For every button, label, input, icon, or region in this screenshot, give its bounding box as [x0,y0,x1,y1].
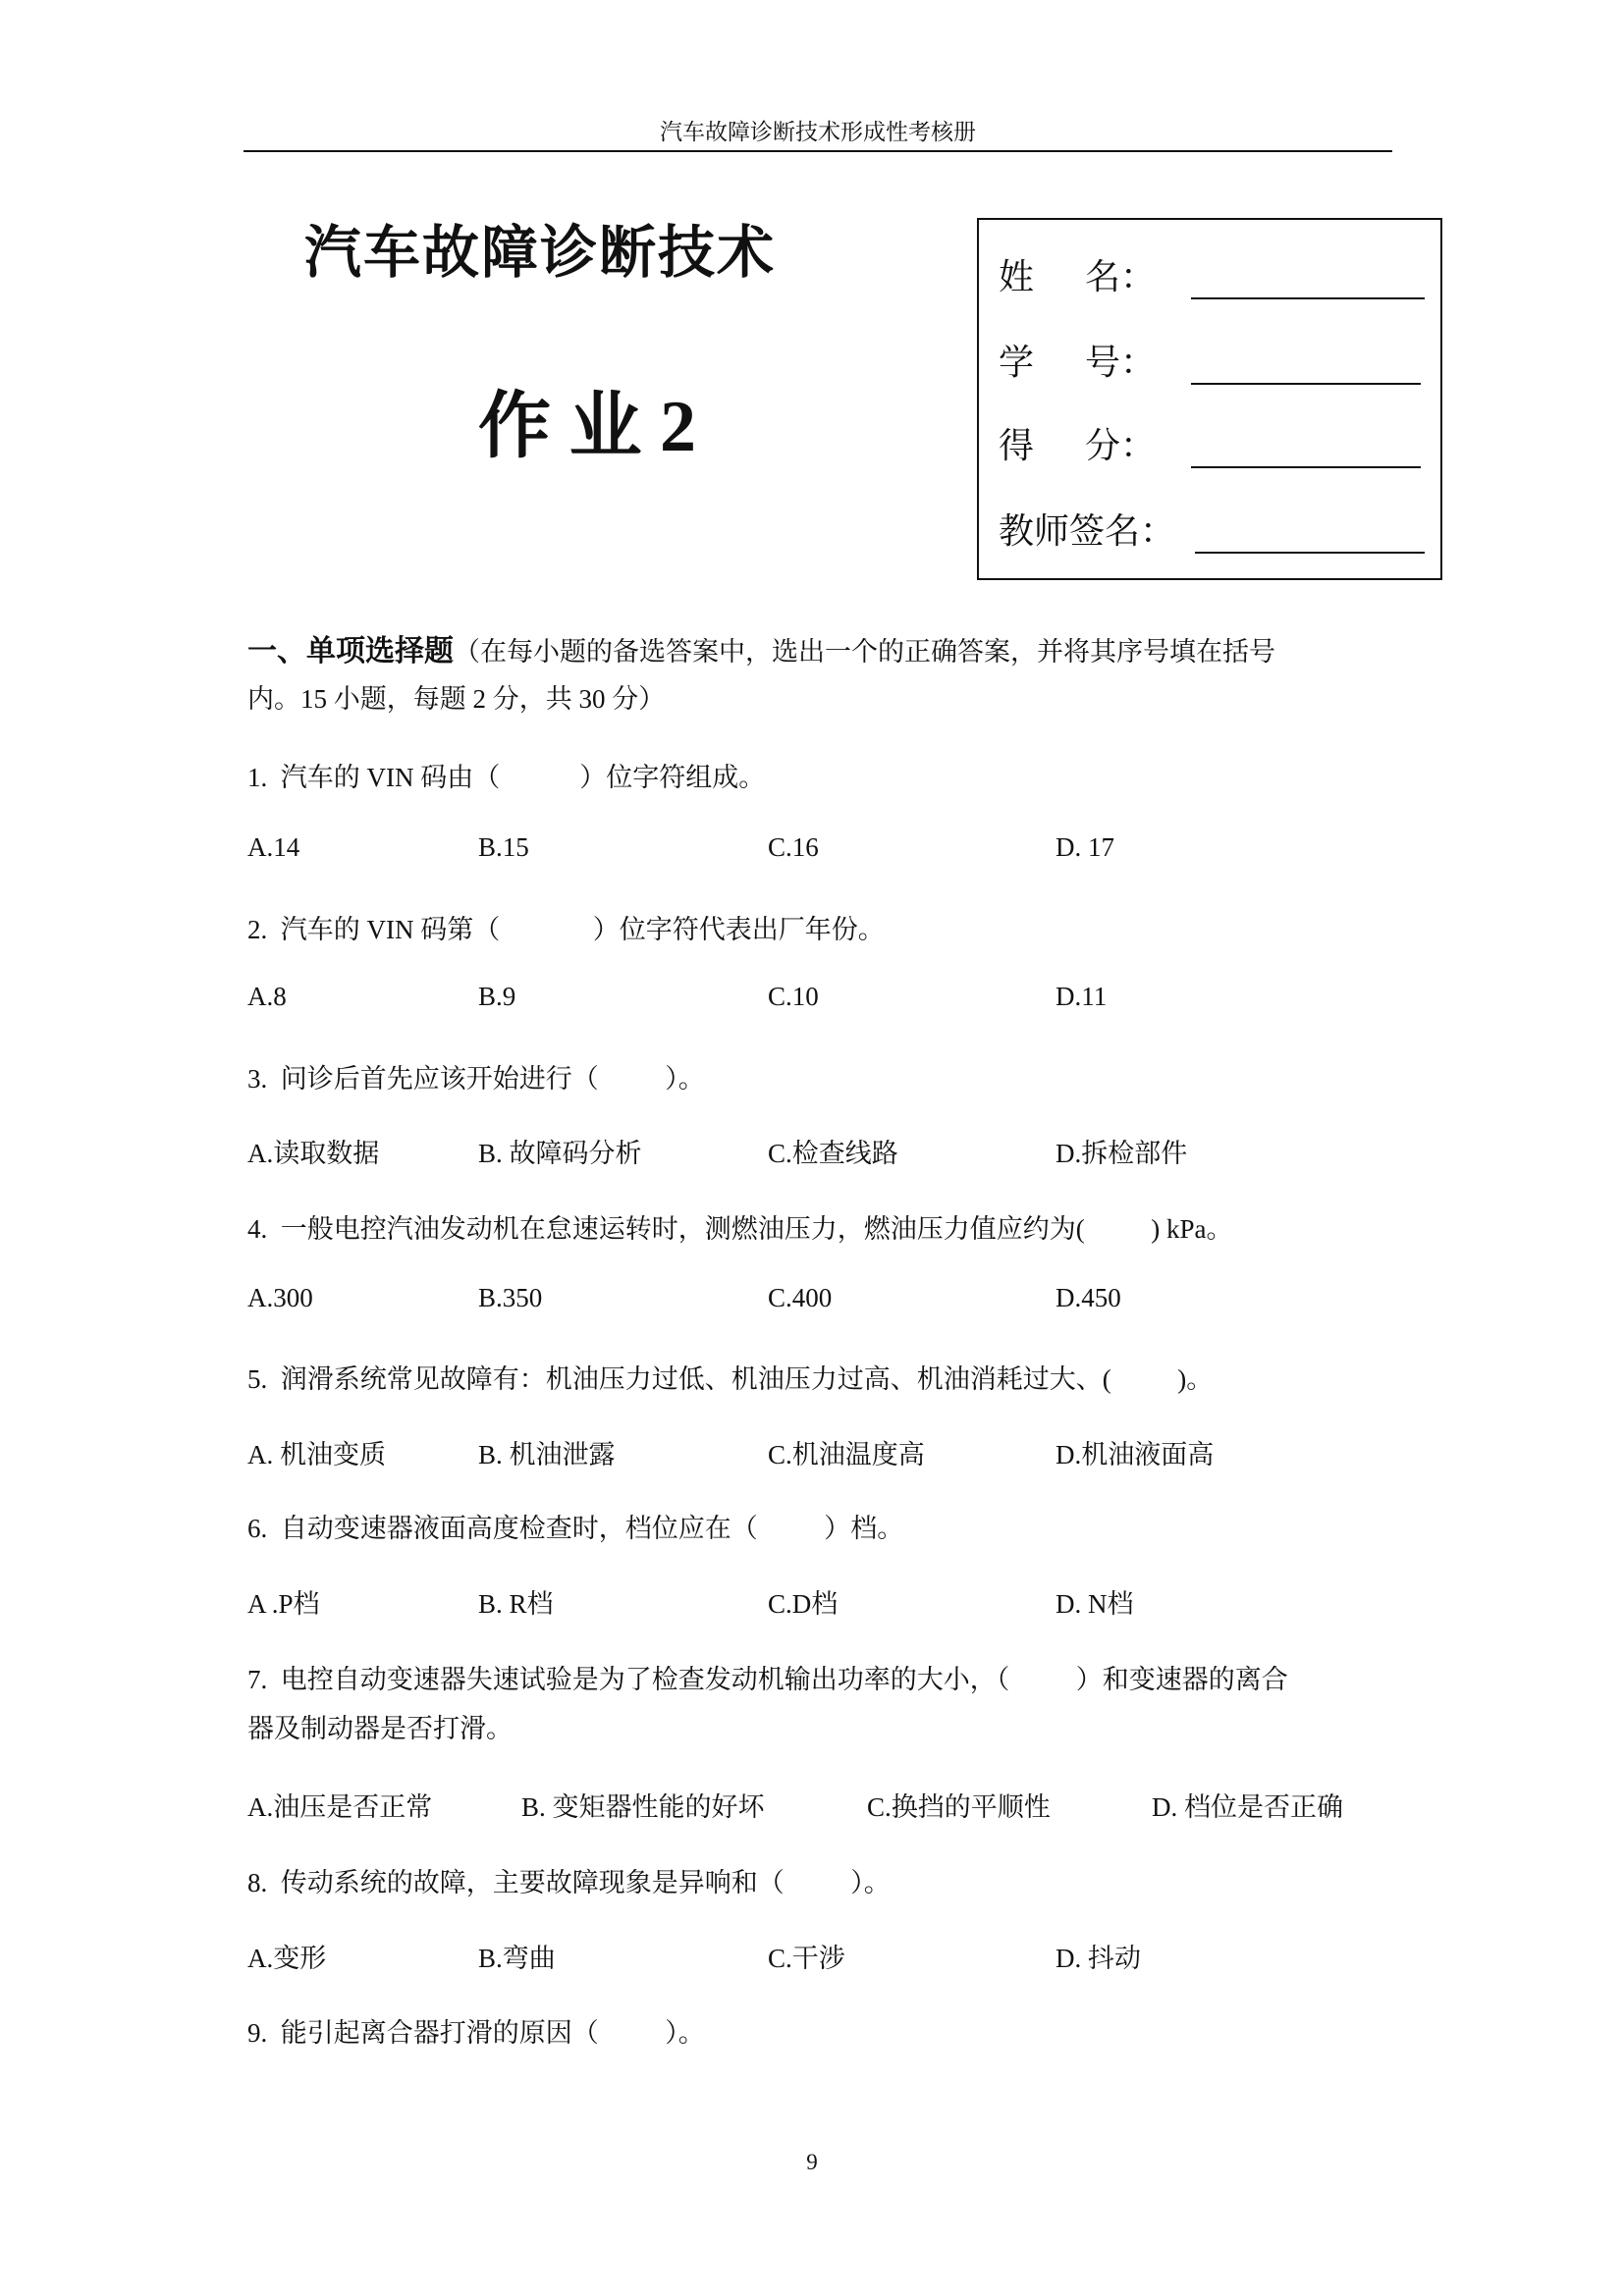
question-5-option-c: C.机油温度高 [768,1440,925,1469]
teacher-signature-label: 教师签名： [999,511,1176,551]
question-7-option-d: D. 档位是否正确 [1152,1792,1343,1822]
student-id-label: 学 [999,343,1035,382]
question-7-option-a: A.油压是否正常 [247,1792,433,1822]
question-3-option-b: B. 故障码分析 [478,1139,642,1168]
question-6-option-b: B. R档 [478,1589,554,1619]
student-info-box [977,218,1442,580]
student-id-label-2: 号： [1084,343,1156,382]
question-2-option-d: D.11 [1056,982,1108,1011]
question-5-option-a: A. 机油变质 [247,1440,386,1469]
question-9: 9. 能引起离合器打滑的原因（ ）。 [247,2018,705,2048]
name-label-2: 名： [1084,257,1156,296]
document-title: 汽车故障诊断技术 [304,221,777,285]
student-id-input-line[interactable] [1191,353,1421,385]
question-1-option-a: A.14 [247,832,300,862]
name-label: 姓 [999,257,1035,296]
name-input-line[interactable] [1191,268,1425,299]
question-1-option-d: D. 17 [1056,832,1114,862]
question-6: 6. 自动变速器液面高度检查时，档位应在（ ）档。 [247,1514,904,1543]
question-8-option-a: A.变形 [247,1944,327,1973]
question-3-option-c: C.检查线路 [768,1139,898,1168]
score-input-line[interactable] [1191,437,1421,468]
question-4-option-a: A.300 [247,1283,313,1312]
section-instructions-2: 内。15 小题，每题 2 分，共 30 分） [247,684,666,714]
question-2: 2. 汽车的 VIN 码第（ ）位字符代表出厂年份。 [247,915,885,944]
question-1-option-c: C.16 [768,832,819,862]
running-header: 汽车故障诊断技术形成性考核册 [660,120,976,144]
question-4: 4. 一般电控汽油发动机在怠速运转时，测燃油压力，燃油压力值应约为( ) kPa。 [247,1214,1233,1244]
question-1: 1. 汽车的 VIN 码由（ ）位字符组成。 [247,763,766,792]
question-4-option-c: C.400 [768,1283,833,1312]
question-3: 3. 问诊后首先应该开始进行（ ）。 [247,1064,705,1094]
question-5: 5. 润滑系统常见故障有：机油压力过低、机油压力过高、机油消耗过大、( )。 [247,1364,1214,1394]
question-5-option-b: B. 机油泄露 [478,1440,616,1469]
question-8: 8. 传动系统的故障，主要故障现象是异响和（ ）。 [247,1868,891,1897]
question-4-option-b: B.350 [478,1283,543,1312]
question-8-option-d: D. 抖动 [1056,1944,1141,1973]
question-8-option-b: B.弯曲 [478,1944,556,1973]
question-8-option-c: C.干涉 [768,1944,845,1973]
question-6-option-d: D. N档 [1056,1589,1134,1619]
question-7: 7. 电控自动变速器失速试验是为了检查发动机输出功率的大小，（ ）和变速器的离合 [247,1665,1288,1694]
teacher-signature-input-line[interactable] [1195,522,1425,554]
page-number: 9 [806,2150,818,2174]
section-instructions: （在每小题的备选答案中，选出一个的正确答案，并将其序号填在括号 [454,637,1275,667]
question-6-option-a: A .P档 [247,1589,320,1619]
question-7-continued: 器及制动器是否打滑。 [247,1714,513,1743]
question-7-option-b: B. 变矩器性能的好坏 [521,1792,765,1822]
teacher-signature-field[interactable] [999,504,1425,554]
assignment-title: 作 业 2 [478,387,696,467]
question-2-option-a: A.8 [247,982,287,1011]
question-6-option-c: C.D档 [768,1589,839,1619]
question-4-option-d: D.450 [1056,1283,1121,1312]
student-id-field[interactable] [999,335,1421,385]
section-title: 一、单项选择题 [247,635,454,667]
score-field[interactable] [999,418,1421,468]
section-heading [247,626,1275,669]
question-3-option-d: D.拆检部件 [1056,1139,1188,1168]
question-7-option-c: C.换挡的平顺性 [867,1792,1051,1822]
score-label: 得 [999,426,1035,465]
question-1-option-b: B.15 [478,832,529,862]
question-2-option-b: B.9 [478,982,516,1011]
score-label-2: 分： [1084,426,1156,465]
header-rule [244,150,1392,152]
question-5-option-d: D.机油液面高 [1056,1440,1215,1469]
question-2-option-c: C.10 [768,982,819,1011]
name-field[interactable] [999,249,1425,299]
question-3-option-a: A.读取数据 [247,1139,380,1168]
